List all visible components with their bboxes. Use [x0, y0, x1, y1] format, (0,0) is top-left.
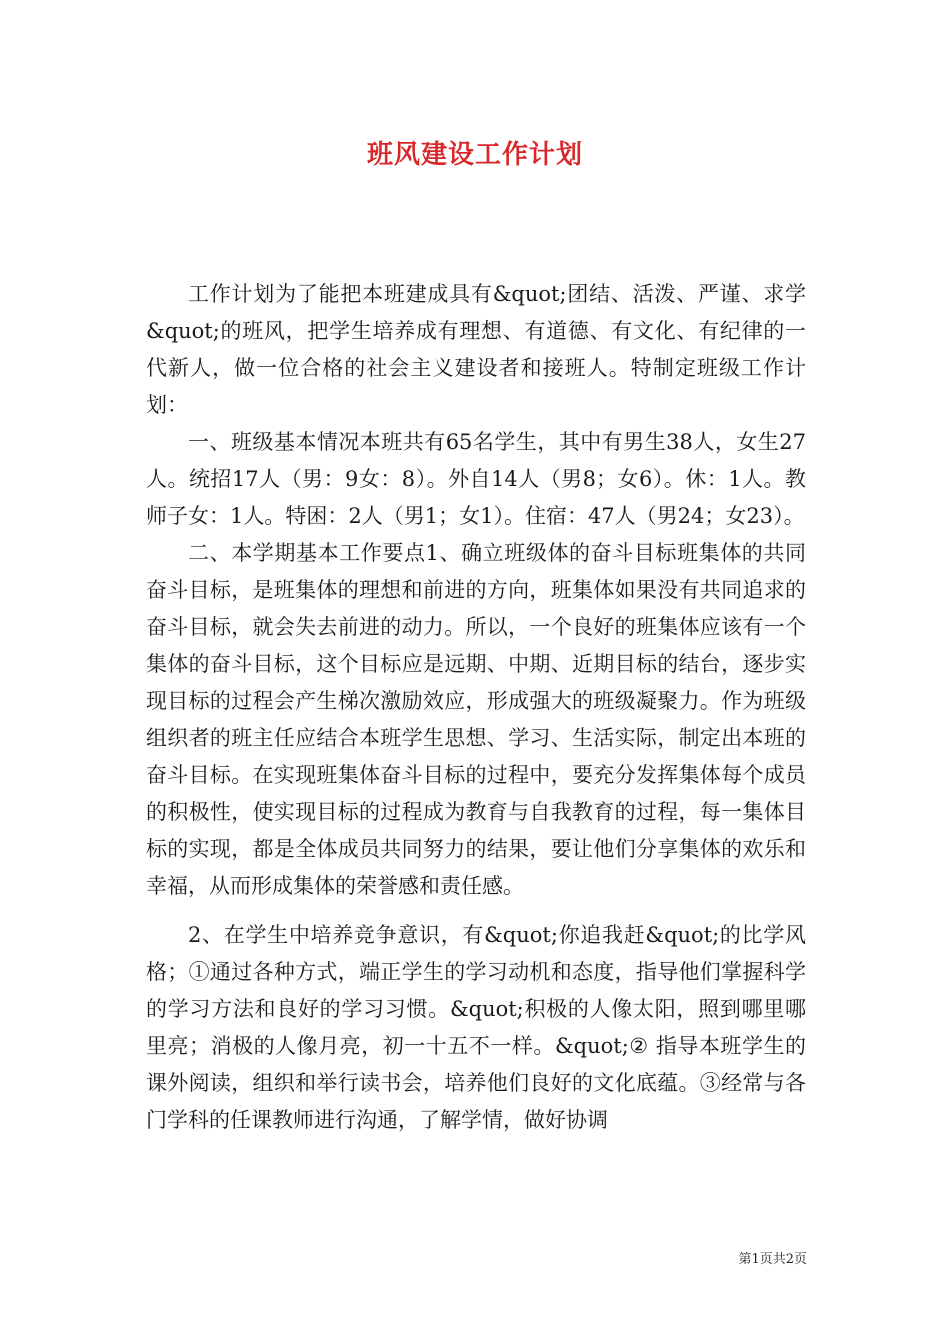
paragraph-intro: 工作计划为了能把本班建成具有&quot;团结、活泼、严谨、求学&quot;的班风，把学生培养成有理想、有道德、有文化、有纪律的一代新人，做一位合格的社会主义建设者和接班人。特制定班级工作计划：: [146, 282, 806, 417]
page-title: 班风建设工作计划: [366, 140, 583, 170]
paragraph-work-points: 二、本学期基本工作要点1、确立班级体的奋斗目标班集体的共同奋斗目标，是班集体的理想和前进的方向，班集体如果没有共同追求的奋斗目标，就会失去前进的动力。所以，一个良好的班集体应该有一个集体的奋斗目标，这个目标应是远期、中期、近期目标的结台，逐步实现目标的过程会产生梯次激励效应，形成强大的班级凝聚力。作为班级组织者的班主任应结合本班学生思想、学习、生活实际，制定出本班的奋斗目标。在实现班集体奋斗目标的过程中，要充分发挥集体每个成员的积极性，使实现目标的过程成为教育与自我教育的过程，每一集体目标的实现，都是全体成员共同努力的结果，要让他们分享集体的欢乐和幸福，从而形成集体的荣誉感和责任感。: [146, 541, 806, 898]
document-body: [146, 276, 806, 1139]
page-number-footer: 第1页共2页: [738, 1252, 807, 1267]
paragraph-competition: 2、在学生中培养竞争意识，有&quot;你追我赶&quot;的比学风格；①通过各种方式，端正学生的学习动机和态度，指导他们掌握科学的学习方法和良好的学习习惯。&quot;积极的人像太阳，照到哪里哪里亮；消极的人像月亮，初一十五不一样。&quot;② 指导本班学生的课外阅读，组织和举行读书会，培养他们良好的文化底蕴。③经常与各门学科的任课教师进行沟通，了解学情，做好协调: [146, 923, 806, 1132]
paragraph-class-info: 一、班级基本情况本班共有65名学生，其中有男生38人，女生27人。统招17人（男：9女：8）。外自14人（男8；女6）。休：1人。教师子女：1人。特困：2人（男1；女1）。住宿：47人（男24；女23）。: [146, 430, 806, 528]
